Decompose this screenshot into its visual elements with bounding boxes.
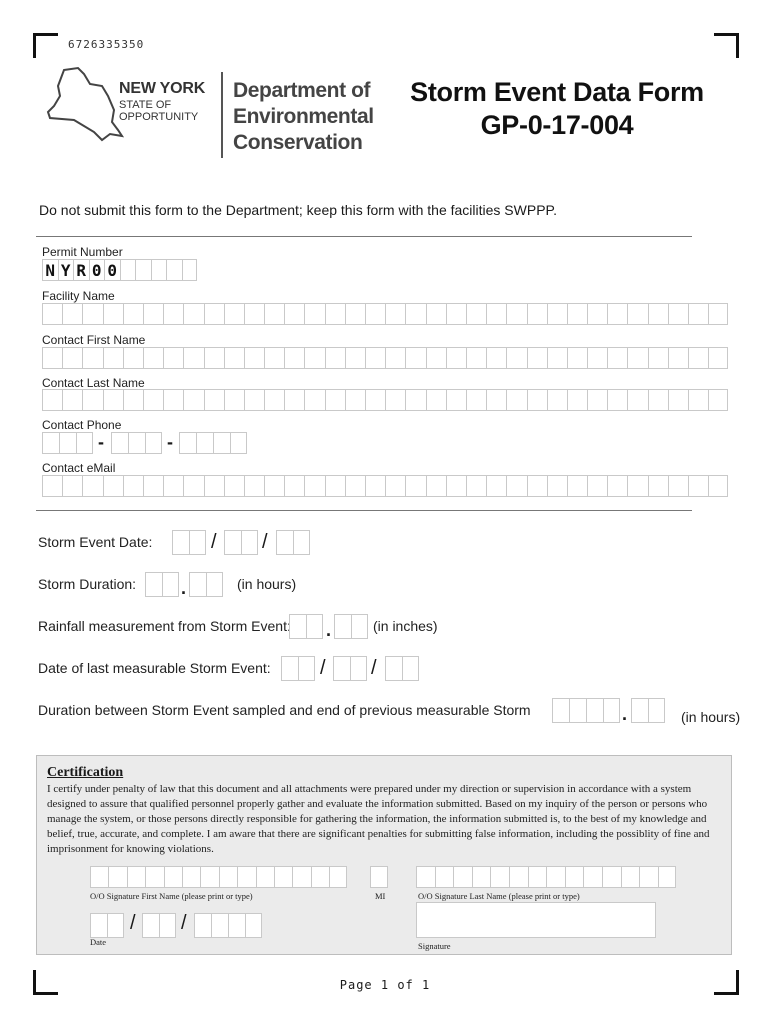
char-box[interactable]: [82, 389, 102, 411]
char-box[interactable]: [204, 347, 224, 369]
char-box[interactable]: [668, 389, 688, 411]
char-box[interactable]: [204, 389, 224, 411]
char-box[interactable]: [284, 347, 304, 369]
new-york-state-outline-icon: [44, 66, 124, 146]
char-box[interactable]: [426, 347, 446, 369]
char-box[interactable]: [365, 475, 385, 497]
signature-last-name-label: O/O Signature Last Name (please print or type): [418, 891, 580, 901]
char-box[interactable]: [284, 475, 304, 497]
char-box[interactable]: [162, 572, 179, 597]
char-box[interactable]: [426, 389, 446, 411]
char-box[interactable]: [466, 389, 486, 411]
char-box[interactable]: [145, 866, 163, 888]
rainfall-fraction-field[interactable]: [334, 614, 368, 639]
storm-date-slash-1: /: [211, 531, 217, 553]
contact-email-field[interactable]: [42, 475, 728, 497]
char-box[interactable]: [607, 303, 627, 325]
char-box[interactable]: [59, 432, 76, 454]
signature-label: Signature: [418, 941, 451, 951]
char-box[interactable]: [345, 389, 365, 411]
document-id: 6726335350: [68, 38, 145, 51]
char-box[interactable]: [274, 866, 292, 888]
char-box[interactable]: [172, 530, 189, 555]
char-box[interactable]: [708, 347, 728, 369]
last-storm-slash-1: /: [320, 657, 326, 679]
char-box[interactable]: [547, 347, 567, 369]
char-box[interactable]: [245, 913, 262, 938]
char-box[interactable]: 0: [89, 259, 105, 281]
char-box[interactable]: [211, 913, 228, 938]
char-box[interactable]: [183, 475, 203, 497]
char-box[interactable]: [325, 303, 345, 325]
char-box[interactable]: [103, 347, 123, 369]
storm-duration-unit: (in hours): [237, 576, 297, 592]
contact-last-name-label: Contact Last Name: [42, 376, 145, 390]
storm-duration-fraction-field[interactable]: [189, 572, 223, 597]
char-box[interactable]: [213, 432, 230, 454]
char-box[interactable]: [627, 303, 647, 325]
char-box[interactable]: [527, 303, 547, 325]
char-box[interactable]: [333, 656, 350, 681]
signature-middle-initial-field[interactable]: [370, 866, 388, 888]
char-box[interactable]: [159, 913, 176, 938]
char-box[interactable]: [103, 475, 123, 497]
storm-duration-label: Storm Duration:: [38, 576, 137, 592]
char-box[interactable]: [506, 303, 526, 325]
char-box[interactable]: [276, 530, 293, 555]
char-box[interactable]: [304, 347, 324, 369]
char-box[interactable]: [527, 475, 547, 497]
char-box[interactable]: [345, 475, 365, 497]
char-box[interactable]: 0: [104, 259, 120, 281]
char-box[interactable]: [648, 303, 668, 325]
char-box[interactable]: [82, 475, 102, 497]
char-box[interactable]: [607, 347, 627, 369]
char-box[interactable]: [82, 303, 102, 325]
certification-title: Certification: [47, 765, 124, 780]
contact-last-name-field[interactable]: [42, 389, 728, 411]
signature-mi-label: MI: [375, 891, 386, 901]
permit-number-field[interactable]: [42, 259, 197, 281]
signature-first-name-field[interactable]: [90, 866, 347, 888]
char-box[interactable]: [385, 389, 405, 411]
signature-date-label: Date: [90, 937, 107, 947]
divider-top: [36, 236, 692, 237]
divider-middle: [36, 510, 692, 511]
char-box[interactable]: [648, 475, 668, 497]
char-box[interactable]: [143, 475, 163, 497]
char-box[interactable]: [345, 347, 365, 369]
storm-duration-decimal: .: [181, 578, 187, 598]
char-box[interactable]: [42, 389, 62, 411]
char-box[interactable]: [365, 303, 385, 325]
char-box[interactable]: [230, 432, 247, 454]
phone-dash-1: -: [98, 432, 104, 452]
char-box[interactable]: [123, 303, 143, 325]
char-box[interactable]: [567, 347, 587, 369]
char-box[interactable]: [42, 475, 62, 497]
char-box[interactable]: [446, 303, 466, 325]
char-box[interactable]: [708, 389, 728, 411]
instruction-text: Do not submit this form to the Department; keep this form with the facilities SWPPP.: [39, 202, 557, 218]
duration-between-decimal: .: [622, 704, 628, 724]
char-box[interactable]: [329, 866, 347, 888]
char-box[interactable]: [62, 389, 82, 411]
storm-event-day-field[interactable]: [224, 530, 258, 555]
char-box[interactable]: [219, 866, 237, 888]
rainfall-decimal: .: [326, 620, 332, 640]
char-box[interactable]: [107, 913, 124, 938]
char-box[interactable]: [435, 866, 454, 888]
char-box[interactable]: [298, 656, 315, 681]
char-box[interactable]: [426, 303, 446, 325]
char-box[interactable]: [668, 303, 688, 325]
ny-logo-title: NEW YORK: [119, 80, 206, 97]
signature-date-slash-2: /: [181, 912, 187, 934]
char-box[interactable]: [583, 866, 602, 888]
char-box[interactable]: [528, 866, 547, 888]
contact-phone-label: Contact Phone: [42, 418, 122, 432]
char-box[interactable]: [103, 303, 123, 325]
char-box[interactable]: [143, 389, 163, 411]
char-box[interactable]: [621, 866, 640, 888]
char-box[interactable]: [179, 432, 196, 454]
char-box[interactable]: [567, 475, 587, 497]
char-box[interactable]: [62, 475, 82, 497]
char-box[interactable]: [365, 389, 385, 411]
char-box[interactable]: [325, 347, 345, 369]
facility-name-label: Facility Name: [42, 289, 115, 303]
char-box[interactable]: [189, 530, 206, 555]
char-box[interactable]: [189, 572, 206, 597]
char-box[interactable]: [62, 347, 82, 369]
dec-logo-text: Department of Environmental Conservation: [233, 79, 374, 154]
char-box[interactable]: [264, 389, 284, 411]
char-box[interactable]: [587, 303, 607, 325]
corner-mark-top-left: [33, 33, 58, 58]
char-box[interactable]: [108, 866, 126, 888]
char-box[interactable]: [311, 866, 329, 888]
char-box[interactable]: [284, 303, 304, 325]
char-box[interactable]: [547, 389, 567, 411]
char-box[interactable]: [224, 475, 244, 497]
last-storm-day-field[interactable]: [333, 656, 367, 681]
page-number: Page 1 of 1: [339, 978, 431, 992]
last-storm-year-field[interactable]: [385, 656, 419, 681]
char-box[interactable]: [486, 475, 506, 497]
char-box[interactable]: [506, 347, 526, 369]
char-box[interactable]: [42, 432, 59, 454]
char-box[interactable]: [506, 475, 526, 497]
contact-first-name-field[interactable]: [42, 347, 728, 369]
char-box[interactable]: [466, 303, 486, 325]
char-box[interactable]: [90, 913, 107, 938]
char-box[interactable]: [586, 698, 603, 723]
char-box[interactable]: [90, 866, 108, 888]
char-box[interactable]: [224, 389, 244, 411]
char-box[interactable]: [292, 866, 310, 888]
char-box[interactable]: [127, 866, 145, 888]
char-box[interactable]: [135, 259, 151, 281]
storm-event-month-field[interactable]: [172, 530, 206, 555]
char-box[interactable]: [204, 303, 224, 325]
char-box[interactable]: [163, 347, 183, 369]
char-box[interactable]: [569, 698, 586, 723]
char-box[interactable]: [42, 347, 62, 369]
char-box[interactable]: [370, 866, 388, 888]
char-box[interactable]: [304, 303, 324, 325]
duration-between-fraction-field[interactable]: [631, 698, 665, 723]
char-box[interactable]: [281, 656, 298, 681]
char-box[interactable]: [668, 475, 688, 497]
phone-prefix-field[interactable]: [111, 432, 162, 454]
char-box[interactable]: [385, 656, 402, 681]
char-box[interactable]: [688, 389, 708, 411]
corner-mark-top-right: [714, 33, 739, 58]
char-box[interactable]: [163, 389, 183, 411]
signature-first-name-label: O/O Signature First Name (please print or type): [90, 891, 253, 901]
char-box[interactable]: [567, 389, 587, 411]
char-box[interactable]: [405, 475, 425, 497]
phone-line-number-field[interactable]: [179, 432, 247, 454]
char-box[interactable]: [365, 347, 385, 369]
char-box[interactable]: [194, 913, 211, 938]
char-box[interactable]: [658, 866, 677, 888]
logo-divider: [221, 72, 223, 158]
storm-duration-hours-field[interactable]: [145, 572, 179, 597]
char-box[interactable]: [244, 347, 264, 369]
storm-event-year-field[interactable]: [276, 530, 310, 555]
char-box[interactable]: [224, 303, 244, 325]
char-box[interactable]: [490, 866, 509, 888]
char-box[interactable]: [182, 866, 200, 888]
char-box[interactable]: [405, 389, 425, 411]
char-box[interactable]: [607, 389, 627, 411]
duration-between-hours-field[interactable]: [552, 698, 620, 723]
char-box[interactable]: [453, 866, 472, 888]
char-box[interactable]: [244, 475, 264, 497]
char-box[interactable]: [224, 530, 241, 555]
char-box[interactable]: [224, 347, 244, 369]
signature-date-day-field[interactable]: [142, 913, 176, 938]
char-box[interactable]: [627, 475, 647, 497]
storm-date-slash-2: /: [262, 531, 268, 553]
char-box[interactable]: [128, 432, 145, 454]
char-box[interactable]: [163, 303, 183, 325]
facility-name-field[interactable]: [42, 303, 728, 325]
char-box[interactable]: [446, 475, 466, 497]
char-box[interactable]: [627, 389, 647, 411]
char-box[interactable]: [402, 656, 419, 681]
char-box[interactable]: [123, 347, 143, 369]
char-box[interactable]: [345, 303, 365, 325]
char-box[interactable]: [527, 347, 547, 369]
char-box[interactable]: [244, 389, 264, 411]
char-box[interactable]: [688, 303, 708, 325]
char-box[interactable]: [183, 347, 203, 369]
char-box[interactable]: [486, 389, 506, 411]
char-box[interactable]: [426, 475, 446, 497]
char-box[interactable]: [306, 614, 323, 639]
duration-between-label: Duration between Storm Event sampled and end of previous measurable Storm: [38, 702, 531, 718]
char-box[interactable]: [603, 698, 620, 723]
certification-text: I certify under penalty of law that this document and all attachments were prepared under my direction or supervision in accordance with a system designed to assure that qualified personnel properly gather and evaluate the information submitted. Based on my inquiry of the person or persons who manage the system, or those persons directly responsible for gathering the information, the information submitted is, to the best of my knowledge and belief, true, accurate, and complete. I am aware that there are significant penalties for submitting false information, including the possiblity of fine and imprisonment for knowing violations.: [47, 783, 710, 855]
char-box[interactable]: [567, 303, 587, 325]
phone-dash-2: -: [167, 432, 173, 452]
char-box[interactable]: [182, 259, 198, 281]
char-box[interactable]: [466, 475, 486, 497]
char-box[interactable]: [648, 698, 665, 723]
char-box[interactable]: [552, 698, 569, 723]
char-box[interactable]: [627, 347, 647, 369]
char-box[interactable]: [648, 347, 668, 369]
char-box[interactable]: [163, 475, 183, 497]
char-box[interactable]: [143, 303, 163, 325]
char-box[interactable]: [244, 303, 264, 325]
char-box[interactable]: [416, 866, 435, 888]
char-box[interactable]: [325, 475, 345, 497]
char-box[interactable]: [304, 389, 324, 411]
char-box[interactable]: [547, 303, 567, 325]
char-box[interactable]: [166, 259, 182, 281]
char-box[interactable]: [602, 866, 621, 888]
char-box[interactable]: [123, 475, 143, 497]
char-box[interactable]: [587, 347, 607, 369]
char-box[interactable]: N: [42, 259, 58, 281]
rainfall-unit: (in inches): [373, 618, 438, 634]
char-box[interactable]: [151, 259, 167, 281]
char-box[interactable]: R: [73, 259, 89, 281]
char-box[interactable]: [103, 389, 123, 411]
last-storm-date-label: Date of last measurable Storm Event:: [38, 660, 271, 676]
contact-first-name-label: Contact First Name: [42, 333, 146, 347]
signature-date-month-field[interactable]: [90, 913, 124, 938]
char-box[interactable]: [196, 432, 213, 454]
char-box[interactable]: [325, 389, 345, 411]
storm-event-date-label: Storm Event Date:: [38, 534, 153, 550]
signature-date-year-field[interactable]: [194, 913, 262, 938]
char-box[interactable]: [76, 432, 93, 454]
char-box[interactable]: [200, 866, 218, 888]
char-box[interactable]: [565, 866, 584, 888]
permit-number-label: Permit Number: [42, 245, 123, 259]
char-box[interactable]: [587, 389, 607, 411]
char-box[interactable]: [446, 347, 466, 369]
char-box[interactable]: [142, 913, 159, 938]
char-box[interactable]: [668, 347, 688, 369]
char-box[interactable]: [111, 432, 128, 454]
char-box[interactable]: [688, 475, 708, 497]
char-box[interactable]: [334, 614, 351, 639]
char-box[interactable]: [546, 866, 565, 888]
char-box[interactable]: [446, 389, 466, 411]
char-box[interactable]: [206, 572, 223, 597]
char-box[interactable]: [708, 303, 728, 325]
char-box[interactable]: [509, 866, 528, 888]
char-box[interactable]: [164, 866, 182, 888]
char-box[interactable]: [466, 347, 486, 369]
duration-between-unit: (in hours): [681, 709, 741, 725]
char-box[interactable]: [284, 389, 304, 411]
char-box[interactable]: [688, 347, 708, 369]
char-box[interactable]: [145, 432, 162, 454]
char-box[interactable]: [42, 303, 62, 325]
char-box[interactable]: [385, 475, 405, 497]
char-box[interactable]: [228, 913, 245, 938]
char-box[interactable]: [293, 530, 310, 555]
char-box[interactable]: [648, 389, 668, 411]
char-box[interactable]: [264, 475, 284, 497]
char-box[interactable]: [237, 866, 255, 888]
char-box[interactable]: [385, 347, 405, 369]
char-box[interactable]: [587, 475, 607, 497]
char-box[interactable]: [472, 866, 491, 888]
char-box[interactable]: [145, 572, 162, 597]
rainfall-whole-field[interactable]: [289, 614, 323, 639]
phone-area-code-field[interactable]: [42, 432, 93, 454]
char-box[interactable]: [143, 347, 163, 369]
signature-date-slash-1: /: [130, 912, 136, 934]
char-box[interactable]: [631, 698, 648, 723]
char-box[interactable]: [385, 303, 405, 325]
char-box[interactable]: [241, 530, 258, 555]
char-box[interactable]: [123, 389, 143, 411]
char-box[interactable]: [708, 475, 728, 497]
char-box[interactable]: [547, 475, 567, 497]
last-storm-month-field[interactable]: [281, 656, 315, 681]
char-box[interactable]: [62, 303, 82, 325]
form-title: Storm Event Data Form GP-0-17-004: [410, 77, 704, 140]
char-box[interactable]: [204, 475, 224, 497]
char-box[interactable]: [304, 475, 324, 497]
char-box[interactable]: [183, 303, 203, 325]
char-box[interactable]: [350, 656, 367, 681]
char-box[interactable]: [264, 347, 284, 369]
ny-logo-subtitle: STATE OF OPPORTUNITY: [119, 99, 199, 123]
rainfall-label: Rainfall measurement from Storm Event:: [38, 618, 291, 634]
char-box[interactable]: [639, 866, 658, 888]
char-box[interactable]: Y: [58, 259, 74, 281]
signature-last-name-field[interactable]: [416, 866, 676, 888]
char-box[interactable]: [256, 866, 274, 888]
char-box[interactable]: [527, 389, 547, 411]
last-storm-slash-2: /: [371, 657, 377, 679]
char-box[interactable]: [506, 389, 526, 411]
char-box[interactable]: [351, 614, 368, 639]
contact-email-label: Contact eMail: [42, 461, 116, 475]
char-box[interactable]: [486, 347, 506, 369]
char-box[interactable]: [486, 303, 506, 325]
char-box[interactable]: [120, 259, 136, 281]
char-box[interactable]: [183, 389, 203, 411]
char-box[interactable]: [405, 303, 425, 325]
char-box[interactable]: [289, 614, 306, 639]
char-box[interactable]: [607, 475, 627, 497]
char-box[interactable]: [82, 347, 102, 369]
char-box[interactable]: [405, 347, 425, 369]
signature-box[interactable]: [416, 902, 656, 938]
char-box[interactable]: [264, 303, 284, 325]
